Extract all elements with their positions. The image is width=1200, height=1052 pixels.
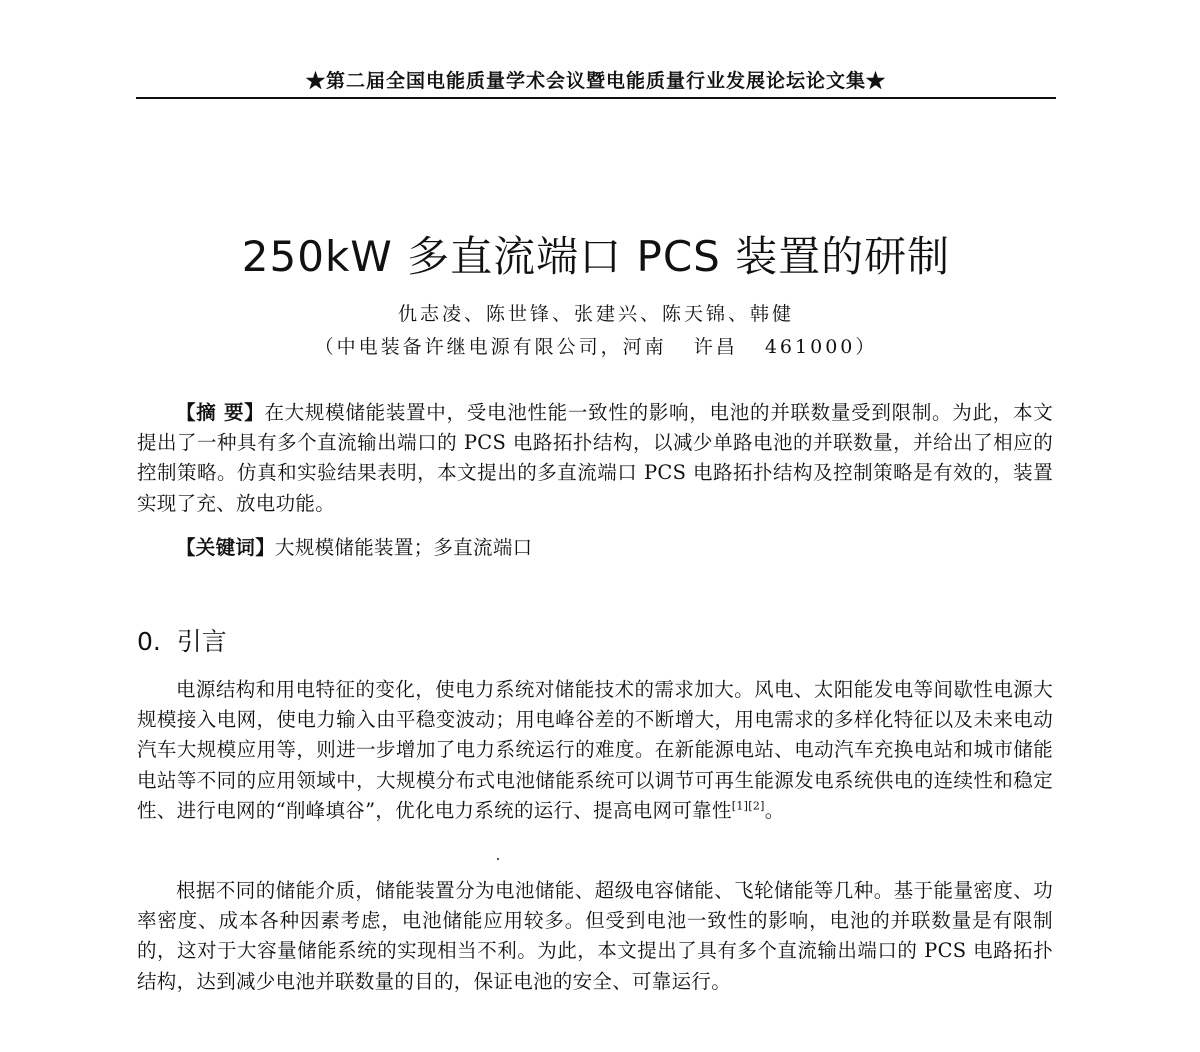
keywords-label: 【关键词】 (176, 536, 276, 559)
paragraph-text: 根据不同的储能介质，储能装置分为电池储能、超级电容储能、飞轮储能等几种。基于能量密度、功率密度、成本各种因素考虑，电池储能应用较多。但受到电池一致性的影响，电池的并联数量是有限制的，这对于大容量储能系统的实现相当不利。为此，本文提出了具有多个直流输出端口的 PCS 电路拓扑结构，达到减少电池并联数量的目的，保证电池的安全、可靠运行。 (137, 879, 1053, 993)
author-list: 仇志凌、陈世锋、张建兴、陈天锦、韩健 (397, 303, 794, 325)
abstract-text: 在大规模储能装置中，受电池性能一致性的影响，电池的并联数量受到限制。为此，本文提出了一种具有多个直流输出端口的 PCS 电路拓扑结构，以减少单路电池的并联数量，并给出了相应的控制策略。仿真和实验结果表明，本文提出的多直流端口 PCS 电路拓扑结构及控制策略是有效的，装置实现了充、放电功能。 (137, 401, 1054, 515)
intro-paragraph-1 (137, 675, 1053, 826)
keywords-text: 大规模储能装置；多直流端口 (275, 536, 533, 559)
keywords-paragraph (137, 533, 1053, 563)
affiliation: （中电装备许继电源有限公司，河南 许昌 461000） (314, 336, 878, 358)
citation-ref: [1][2] (731, 799, 765, 813)
section-heading-introduction: 0. 引言 (137, 627, 227, 656)
paper-title: 250kW 多直流端口 PCS 装置的研制 (241, 232, 951, 281)
paragraph (137, 876, 1053, 997)
paragraph-text: 电源结构和用电特征的变化，使电力系统对储能技术的需求加大。风电、太阳能发电等间歇性电源大规模接入电网，使电力输入由平稳变波动；用电峰谷差的不断增大，用电需求的多样化特征以及未来电动汽车大规模应用等，则进一步增加了电力系统运行的难度。在新能源电站、电动汽车充换电站和城市储能电站等不同的应用领域中，大规模分布式电池储能系统可以调节可再生能源发电系统供电的连续性和稳定性、进行电网的“削峰填谷”，优化电力系统的运行、提高电网可靠性 (137, 678, 1053, 822)
keywords (137, 533, 1053, 563)
running-header: ★第二届全国电能质量学术会议暨电能质量行业发展论坛论文集★ (305, 70, 886, 92)
abstract-label: 【摘 要】 (176, 401, 265, 424)
paragraph (137, 675, 1053, 826)
abstract-paragraph (137, 398, 1053, 519)
paragraph-end: 。 (764, 798, 785, 822)
intro-paragraph-2 (137, 876, 1053, 997)
abstract (137, 398, 1053, 519)
header-rule (136, 97, 1056, 99)
scan-dot (497, 858, 499, 860)
